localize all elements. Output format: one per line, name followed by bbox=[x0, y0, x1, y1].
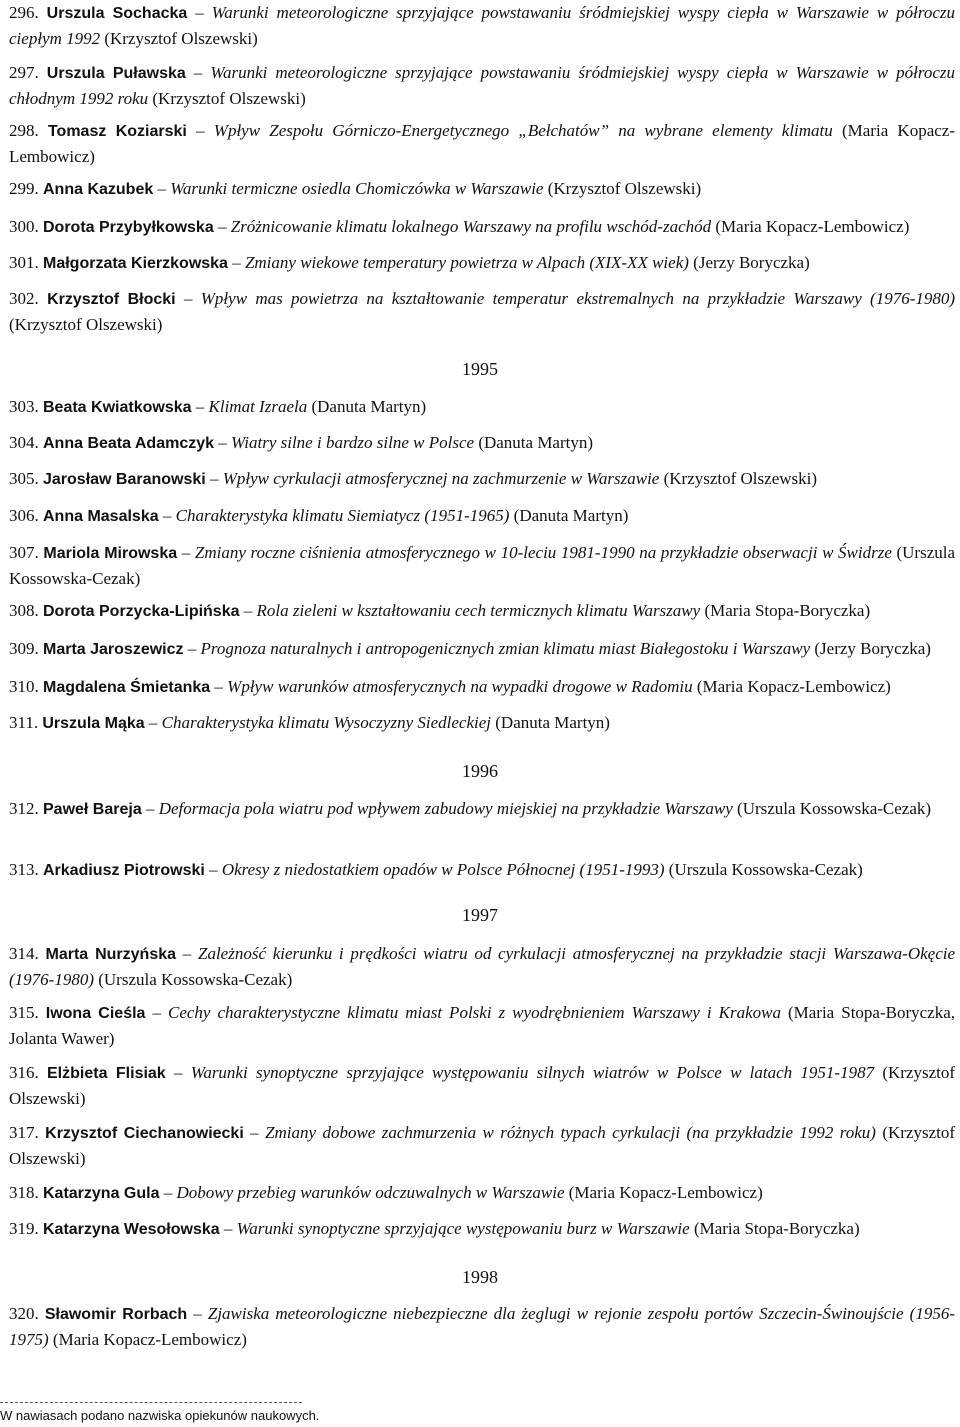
entry-number: 302. bbox=[9, 289, 39, 308]
entry-title: Warunki termiczne osiedla Chomiczówka w Warszawie bbox=[170, 179, 544, 198]
entry-title: Rola zieleni w kształtowaniu cech termicznych klimatu Warszawy bbox=[256, 601, 701, 620]
thesis-entry-318 bbox=[9, 1180, 955, 1206]
entry-separator: – bbox=[214, 433, 232, 452]
entry-number: 310. bbox=[9, 677, 39, 696]
entry-supervisor: (Krzysztof Olszewski) bbox=[659, 469, 818, 488]
entry-number: 315. bbox=[9, 1003, 39, 1022]
thesis-entry-304 bbox=[9, 430, 955, 456]
entry-supervisor: (Krzysztof Olszewski) bbox=[9, 315, 163, 334]
thesis-entry-315 bbox=[9, 1000, 955, 1051]
entry-supervisor: (Danuta Martyn) bbox=[307, 397, 427, 416]
entry-supervisor: (Maria Kopacz-Lembowicz) bbox=[711, 217, 910, 236]
entry-author: Marta Jaroszewicz bbox=[43, 641, 184, 658]
entry-separator: – bbox=[165, 1063, 191, 1082]
thesis-entry-301 bbox=[9, 250, 955, 276]
entry-separator: – bbox=[158, 506, 176, 525]
entry-title: Warunki synoptyczne sprzyjające występowaniu burz w Warszawie bbox=[236, 1219, 690, 1238]
entry-author: Arkadiusz Piotrowski bbox=[43, 862, 205, 879]
entry-title: Cechy charakterystyczne klimatu miast Polski z wyodrębnieniem Warszawy i Krakowa bbox=[167, 1003, 781, 1022]
entry-supervisor: (Maria Stopa-Boryczka, Jolanta Wawer) bbox=[9, 1003, 956, 1048]
entry-number: 311. bbox=[9, 713, 39, 732]
entry-supervisor: (Jerzy Boryczka) bbox=[688, 253, 810, 272]
entry-separator: – bbox=[144, 713, 162, 732]
thesis-entry-314 bbox=[9, 941, 955, 992]
entry-supervisor: (Maria Stopa-Boryczka) bbox=[689, 1219, 860, 1238]
entry-author: Sławomir Rorbach bbox=[44, 1306, 188, 1323]
entry-author: Urszula Mąka bbox=[42, 715, 145, 732]
entry-number: 306. bbox=[9, 506, 39, 525]
entry-separator: – bbox=[205, 469, 223, 488]
entry-number: 312. bbox=[9, 799, 39, 818]
entry-title: Prognoza naturalnych i antropogenicznych zmian klimatu miast Białegostoku i Warszawy bbox=[200, 639, 811, 658]
entry-title: Zróżnicowanie klimatu lokalnego Warszawy na profilu wschód-zachód bbox=[230, 217, 712, 236]
entry-author: Krzysztof Błocki bbox=[47, 291, 176, 308]
entry-number: 319. bbox=[9, 1219, 39, 1238]
entry-number: 301. bbox=[9, 253, 39, 272]
thesis-entry-320 bbox=[9, 1301, 955, 1352]
entry-supervisor: (Krzysztof Olszewski) bbox=[9, 1123, 956, 1168]
entry-author: Urszula Sochacka bbox=[46, 5, 188, 22]
entry-supervisor: (Danuta Martyn) bbox=[509, 506, 629, 525]
entry-supervisor: (Krzysztof Olszewski) bbox=[148, 89, 306, 108]
entry-author: Krzysztof Ciechanowiecki bbox=[45, 1125, 244, 1142]
entry-author: Małgorzata Kierzkowska bbox=[43, 255, 228, 272]
entry-supervisor: (Danuta Martyn) bbox=[474, 433, 594, 452]
entry-separator: – bbox=[219, 1219, 237, 1238]
entry-supervisor: (Urszula Kossowska-Cezak) bbox=[93, 970, 293, 989]
entry-title: Wpływ cyrkulacji atmosferycznej na zachmurzenie w Warszawie bbox=[222, 469, 660, 488]
thesis-entry-309 bbox=[9, 636, 955, 662]
entry-title: Wpływ warunków atmosferycznych na wypadki drogowe w Radomiu bbox=[227, 677, 693, 696]
entry-supervisor: (Maria Kopacz-Lembowicz) bbox=[564, 1183, 763, 1202]
entry-number: 307. bbox=[9, 543, 39, 562]
thesis-entry-302 bbox=[9, 286, 955, 337]
entry-author: Katarzyna Gula bbox=[43, 1185, 160, 1202]
entry-author: Jarosław Baranowski bbox=[43, 471, 206, 488]
entry-separator: – bbox=[210, 677, 228, 696]
entry-number: 317. bbox=[9, 1123, 39, 1142]
entry-number: 308. bbox=[9, 601, 39, 620]
entry-author: Anna Masalska bbox=[43, 508, 159, 525]
footnote: W nawiasach podano nazwiska opiekunów naukowych. bbox=[0, 1408, 320, 1423]
entry-separator: – bbox=[145, 1003, 168, 1022]
entry-title: Zjawiska meteorologiczne niebezpieczne dla żeglugi w rejonie zespołu portów Szczecin-Świnoujście (1956-1975) bbox=[9, 1304, 955, 1349]
thesis-entry-311 bbox=[9, 710, 955, 736]
entry-author: Beata Kwiatkowska bbox=[43, 399, 192, 416]
entry-supervisor: (Maria Kopacz-Lembowicz) bbox=[9, 121, 956, 166]
entry-number: 320. bbox=[9, 1304, 39, 1323]
entry-number: 296. bbox=[9, 3, 39, 22]
entry-separator: – bbox=[187, 3, 212, 22]
entry-number: 298. bbox=[9, 121, 39, 140]
entry-supervisor: (Maria Stopa-Boryczka) bbox=[700, 601, 871, 620]
thesis-entry-296 bbox=[9, 0, 955, 51]
entry-separator: – bbox=[191, 397, 209, 416]
entry-number: 299. bbox=[9, 179, 39, 198]
year-heading-1996: 1996 bbox=[462, 761, 498, 781]
thesis-entry-306 bbox=[9, 503, 955, 529]
entry-separator: – bbox=[175, 289, 201, 308]
thesis-entry-319 bbox=[9, 1216, 955, 1242]
entry-number: 300. bbox=[9, 217, 39, 236]
entry-separator: – bbox=[204, 860, 222, 879]
entry-number: 314. bbox=[9, 944, 39, 963]
entry-supervisor: (Urszula Kossowska-Cezak) bbox=[9, 543, 956, 588]
entry-author: Katarzyna Wesołowska bbox=[43, 1221, 220, 1238]
thesis-entry-317 bbox=[9, 1120, 955, 1171]
entry-author: Dorota Porzycka-Lipińska bbox=[43, 603, 240, 620]
year-heading-1997: 1997 bbox=[462, 905, 498, 925]
entry-separator: – bbox=[239, 601, 257, 620]
entry-number: 305. bbox=[9, 469, 39, 488]
entry-author: Anna Kazubek bbox=[43, 181, 154, 198]
entry-author: Urszula Puławska bbox=[46, 65, 186, 82]
entry-title: Dobowy przebieg warunków odczuwalnych w Warszawie bbox=[176, 1183, 565, 1202]
entry-title: Charakterystyka klimatu Siemiatycz (1951-1965) bbox=[175, 506, 510, 525]
entry-title: Zmiany roczne ciśnienia atmosferycznego w 10-leciu 1981-1990 na przykładzie obserwacji w Świdrze bbox=[194, 543, 892, 562]
entry-supervisor: (Maria Kopacz-Lembowicz) bbox=[48, 1330, 247, 1349]
entry-separator: – bbox=[227, 253, 245, 272]
entry-author: Marta Nurzyńska bbox=[45, 946, 177, 963]
thesis-entry-310 bbox=[9, 674, 955, 700]
thesis-entry-297 bbox=[9, 60, 955, 111]
entry-number: 309. bbox=[9, 639, 39, 658]
entry-author: Tomasz Koziarski bbox=[47, 123, 187, 140]
entry-title: Warunki meteorologiczne sprzyjające powstawaniu śródmiejskiej wyspy ciepła w Warszawie w półroczu chłodnym 1992 roku bbox=[9, 63, 956, 108]
entry-title: Wpływ Zespołu Górniczo-Energetycznego „Bełchatów” na wybrane elementy klimatu bbox=[213, 121, 833, 140]
thesis-entry-300 bbox=[9, 214, 955, 240]
entry-supervisor: (Krzysztof Olszewski) bbox=[100, 29, 258, 48]
entry-separator: – bbox=[185, 63, 211, 82]
year-heading-1995: 1995 bbox=[462, 359, 498, 379]
thesis-entry-307 bbox=[9, 540, 955, 591]
entry-separator: – bbox=[159, 1183, 177, 1202]
year-heading-1998: 1998 bbox=[462, 1267, 498, 1287]
entry-number: 313. bbox=[9, 860, 39, 879]
entry-number: 318. bbox=[9, 1183, 39, 1202]
entry-separator: – bbox=[186, 121, 214, 140]
entry-author: Iwona Cieśla bbox=[45, 1005, 146, 1022]
entry-separator: – bbox=[153, 179, 171, 198]
entry-separator: – bbox=[177, 543, 195, 562]
entry-title: Wpływ mas powietrza na kształtowanie temperatur ekstremalnych na przykładzie Warszawy (1976-1980) bbox=[200, 289, 956, 308]
entry-author: Paweł Bareja bbox=[43, 801, 142, 818]
entry-separator: – bbox=[141, 799, 159, 818]
entry-title: Zależność kierunku i prędkości wiatru od cyrkulacji atmosferycznej na przykładzie stacji Warszawa-Okęcie (1976-1980) bbox=[9, 944, 956, 989]
entry-number: 316. bbox=[9, 1063, 39, 1082]
entry-title: Deformacja pola wiatru pod wpływem zabudowy miejskiej na przykładzie Warszawy bbox=[158, 799, 733, 818]
entry-supervisor: (Krzysztof Olszewski) bbox=[543, 179, 702, 198]
entry-separator: – bbox=[243, 1123, 266, 1142]
thesis-entry-312 bbox=[9, 796, 955, 822]
thesis-entry-316 bbox=[9, 1060, 955, 1111]
footnote-separator bbox=[0, 1402, 302, 1403]
entry-title: Wiatry silne i bardzo silne w Polsce bbox=[231, 433, 475, 452]
entry-title: Okresy z niedostatkiem opadów w Polsce Północnej (1951-1993) bbox=[221, 860, 665, 879]
entry-supervisor: (Krzysztof Olszewski) bbox=[9, 1063, 956, 1108]
thesis-entry-305 bbox=[9, 466, 955, 492]
entry-title: Charakterystyka klimatu Wysoczyzny Siedleckiej bbox=[161, 713, 491, 732]
thesis-entry-303 bbox=[9, 394, 955, 420]
entry-author: Magdalena Śmietanka bbox=[43, 679, 211, 696]
entry-separator: – bbox=[176, 944, 198, 963]
entry-title: Zmiany wiekowe temperatury powietrza w Alpach (XIX-XX wiek) bbox=[244, 253, 689, 272]
entry-number: 303. bbox=[9, 397, 39, 416]
entry-supervisor: (Urszula Kossowska-Cezak) bbox=[732, 799, 932, 818]
entry-supervisor: (Danuta Martyn) bbox=[491, 713, 610, 732]
entry-title: Warunki synoptyczne sprzyjające występowaniu silnych wiatrów w Polsce w latach 1951-1987 bbox=[190, 1063, 875, 1082]
entry-supervisor: (Jerzy Boryczka) bbox=[810, 639, 931, 658]
entry-author: Mariola Mirowska bbox=[43, 545, 178, 562]
entry-author: Elżbieta Flisiak bbox=[47, 1065, 166, 1082]
entry-separator: – bbox=[187, 1304, 208, 1323]
entry-separator: – bbox=[183, 639, 201, 658]
entry-number: 304. bbox=[9, 433, 39, 452]
entry-author: Anna Beata Adamczyk bbox=[43, 435, 215, 452]
entry-supervisor: (Urszula Kossowska-Cezak) bbox=[664, 860, 863, 879]
entry-supervisor: (Maria Kopacz-Lembowicz) bbox=[692, 677, 891, 696]
thesis-entry-313 bbox=[9, 857, 955, 883]
thesis-entry-299 bbox=[9, 176, 955, 202]
thesis-entry-308 bbox=[9, 598, 955, 624]
entry-title: Warunki meteorologiczne sprzyjające powstawaniu śródmiejskiej wyspy ciepła w Warszawie w półroczu ciepłym 1992 bbox=[9, 3, 956, 48]
entry-separator: – bbox=[213, 217, 231, 236]
thesis-entry-298 bbox=[9, 118, 955, 169]
entry-title: Klimat Izraela bbox=[208, 397, 308, 416]
entry-title: Zmiany dobowe zachmurzenia w różnych typach cyrkulacji (na przykładzie 1992 roku) bbox=[265, 1123, 876, 1142]
entry-author: Dorota Przybyłkowska bbox=[43, 219, 214, 236]
entry-number: 297. bbox=[9, 63, 39, 82]
